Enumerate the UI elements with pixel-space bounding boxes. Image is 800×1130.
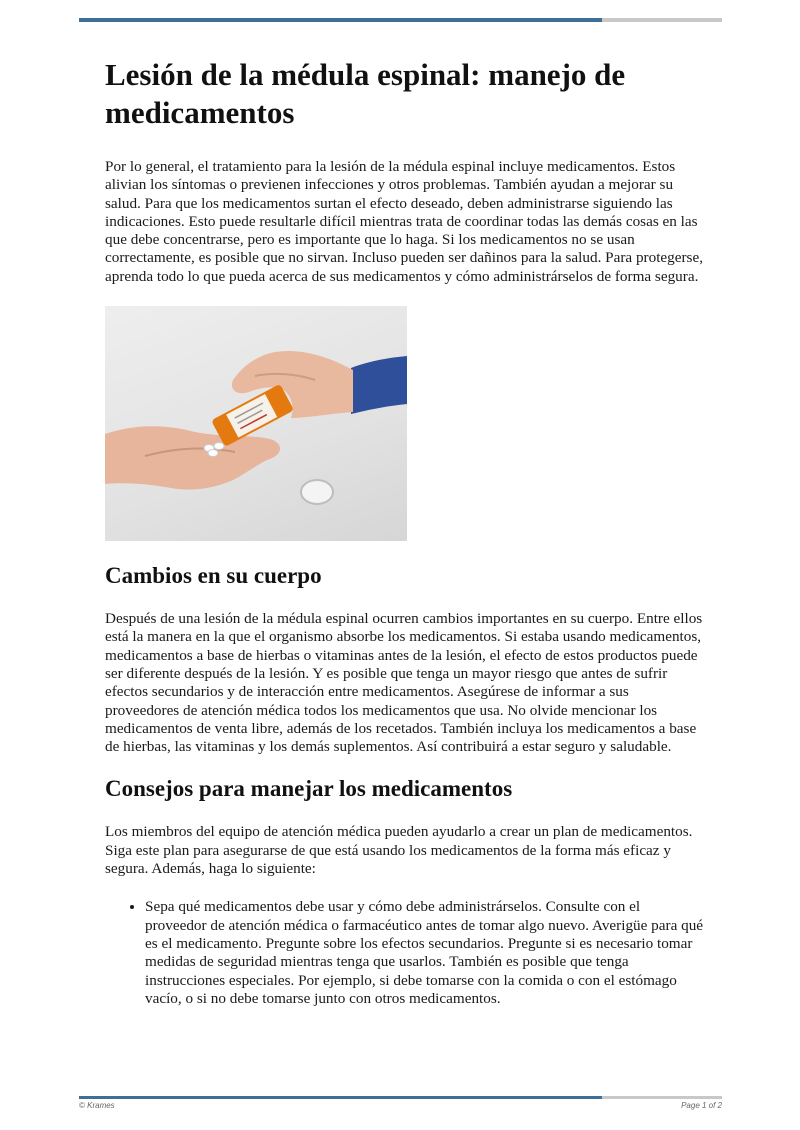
- intro-paragraph: Por lo general, el tratamiento para la lesión de la médula espinal incluye medicamentos. Estos alivian los síntomas o previenen infecciones y otros problemas. También ayudan a mejorar su salud. Para que los medicamentos surtan el efecto deseado, deben administrarse siguiendo las indicaciones. Esto puede resultarle difícil mientras trata de coordinar todas las demás cosas en las que debe concentrarse, pero es importante que lo haga. Si los medicamentos no se usan correctamente, es posible que no sirvan. Incluso pueden ser dañinos para la salud. Para protegerse, aprenda todo lo que pueda acerca de sus medicamentos y cómo administrárselos de forma segura.: [105, 158, 704, 285]
- tips-list: [105, 898, 705, 1008]
- hands-pills-illustration: [105, 306, 407, 541]
- top-rule: [79, 18, 722, 22]
- footer-page-number: Page 1 of 2: [681, 1101, 722, 1110]
- section-heading-changes: Cambios en su cuerpo: [105, 563, 322, 589]
- section-paragraph-tips: Los miembros del equipo de atención médica pueden ayudarlo a crear un plan de medicamentos. Siga este plan para asegurarse de que está usando los medicamentos de la forma más eficaz y segura. Además, haga lo siguiente:: [105, 823, 693, 878]
- bottom-rule: [79, 1096, 722, 1099]
- list-item: • Sepa qué medicamentos debe usar y cómo debe administrárselos. Consulte con el proveedor de atención médica o farmacéutico antes de tomar algo nuevo. Averigüe para qué es el medicamento. Pregunte sobre los efectos secundarios. Pregunte si es necesario tomar medidas de seguridad mientras tenga que usarlos. También es posible que tenga instrucciones especiales. Por ejemplo, si debe tomarse con la comida o con el estómago vacío, o si no debe tomarse junto con otros medicamentos.: [145, 898, 705, 1008]
- section-paragraph-changes: Después de una lesión de la médula espinal ocurren cambios importantes en su cuerpo. Entre ellos está la manera en la que el organismo absorbe los medicamentos. Si estaba usando medicamentos, medicamentos a base de hierbas o vitaminas antes de la lesión, el efecto de estos productos puede ser diferente después de la lesión. Y es posible que tenga un mayor riesgo que antes de sufrir efectos secundarios y de interacción entre medicamentos. Asegúrese de informar a sus proveedores de atención médica todos los medicamentos que usa. No olvide mencionar los medicamentos de venta libre, además de los recetados. También incluya los medicamentos a base de hierbas, las vitaminas y los demás suplementos. Así contribuirá a estar seguro y saludable.: [105, 610, 703, 756]
- document-body: [105, 56, 705, 1008]
- footer-copyright: © Krames: [79, 1101, 115, 1110]
- pill-bottle-photo: [105, 306, 407, 541]
- top-rule-accent: [79, 18, 602, 22]
- bottom-rule-accent: [79, 1096, 602, 1099]
- section-heading-tips: Consejos para manejar los medicamentos: [105, 776, 513, 802]
- page-title: Lesión de la médula espinal: manejo de medicamentos: [105, 57, 626, 130]
